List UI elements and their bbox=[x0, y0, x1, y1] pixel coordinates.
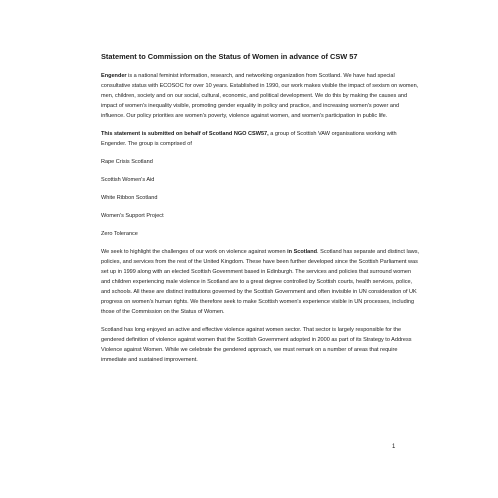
member-item-4: Women's Support Project bbox=[101, 213, 164, 219]
member-item-2: Scottish Women's Aid bbox=[101, 177, 155, 183]
document-title: Statement to Commission on the Status of Women in advance of CSW 57 bbox=[101, 52, 358, 61]
challenges-text-after: . Scotland has separate and distinct laws, policies, and services from the rest of the United Kingdom. These have been further developed since the Scottish Parliament was set up in 1999 along with an elected Scottish Government based in Edinburgh. The services and policies that surround women and children experiencing male violence in Scotland are to a great degree controlled by Scottish courts, health services, police, and schools. All these are distinct institutions governed by the Scottish Government and often invisible in UN consideration of UK progress on women's human rights. We therefore seek to make Scottish women's experience visible in UN processes, including those of the Commission on the Status of Women. bbox=[101, 249, 420, 315]
document-body bbox=[101, 52, 421, 373]
member-item-3: White Ribbon Scotland bbox=[101, 195, 158, 201]
challenges-bold: in Scotland bbox=[287, 249, 318, 255]
intro-text: is a national feminist information, research, and networking organization from Scotland. We have had special consultative status with ECOSOC for over 10 years. Established in 1990, our work makes visible the impact of sexism on women, men, children, society and on our social, cultural, economic, and political development. We do this by making the causes and impact of women's inequality visible, promoting gender equality in policy and practice, and increasing women's power and influence. Our policy priorities are women's poverty, violence against women, and women's participation in public life. bbox=[101, 73, 419, 119]
intro-paragraph bbox=[101, 71, 421, 121]
page-number: 1 bbox=[392, 444, 396, 450]
member-item-1: Rape Crisis Scotland bbox=[101, 159, 153, 165]
member-item-5: Zero Tolerance bbox=[101, 231, 138, 237]
behalf-paragraph bbox=[101, 129, 421, 149]
behalf-bold-lead: This statement is submitted on behalf of Scotland NGO CSW57, bbox=[101, 131, 269, 137]
behalf-text: a group of Scottish VAW organisations working with Engender. The group is comprised of bbox=[101, 131, 397, 147]
intro-bold-lead: Engender bbox=[101, 73, 127, 79]
challenges-text-before: We seek to highlight the challenges of our work on violence against women bbox=[101, 249, 288, 255]
challenges-paragraph bbox=[101, 247, 421, 317]
closing-paragraph: Scotland has long enjoyed an active and effective violence against women sector. That sector is largely responsible for the gendered definition of violence against women that the Scottish Government adopted in 2000 as part of its Strategy to Address Violence against Women. While we celebrate the gendered approach, we must remark on a number of areas that require immediate and sustained improvement. bbox=[101, 327, 412, 363]
